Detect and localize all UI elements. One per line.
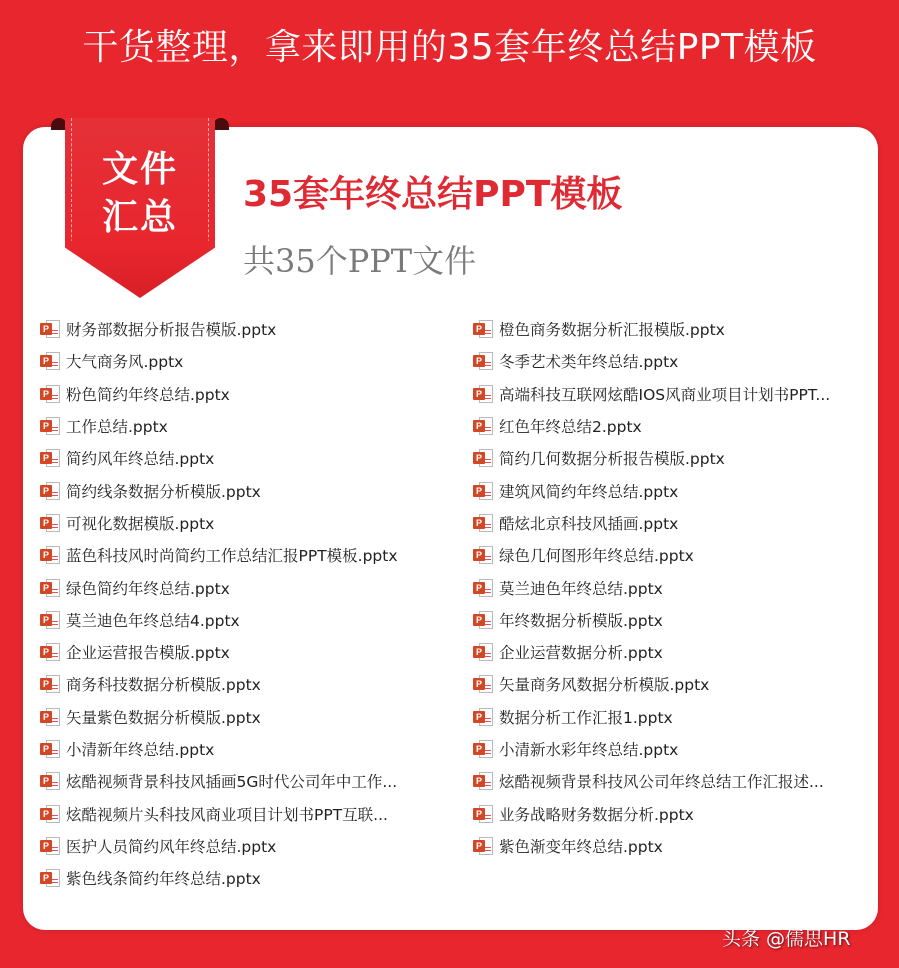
file-list-item[interactable] <box>473 507 830 539</box>
ribbon-label-line1: 文件 <box>101 149 178 190</box>
ribbon-label <box>65 146 215 242</box>
file-name: 大气商务风.pptx <box>66 353 184 372</box>
file-list-item[interactable] <box>40 733 398 765</box>
powerpoint-file-icon: P <box>473 707 495 727</box>
powerpoint-file-icon: P <box>40 319 62 339</box>
file-list-item[interactable] <box>473 313 830 345</box>
powerpoint-file-icon: P <box>473 384 495 404</box>
powerpoint-file-icon: P <box>473 771 495 791</box>
file-list-item[interactable] <box>473 378 830 410</box>
file-list-item[interactable] <box>40 313 398 345</box>
file-name: 莫兰迪色年终总结.pptx <box>499 579 663 598</box>
powerpoint-file-icon: P <box>473 836 495 856</box>
powerpoint-file-icon: P <box>40 836 62 856</box>
powerpoint-file-icon: P <box>40 642 62 662</box>
file-list-item[interactable] <box>40 571 398 603</box>
powerpoint-file-icon: P <box>473 739 495 759</box>
powerpoint-file-icon: P <box>40 771 62 791</box>
file-list-item[interactable] <box>473 636 830 668</box>
file-name: 商务科技数据分析模版.pptx <box>66 676 261 695</box>
file-name: 企业运营数据分析.pptx <box>499 644 663 663</box>
file-name: 业务战略财务数据分析.pptx <box>499 805 694 824</box>
file-list-item[interactable] <box>473 701 830 733</box>
powerpoint-file-icon: P <box>40 868 62 888</box>
file-name: 可视化数据模版.pptx <box>66 514 215 533</box>
file-list-item[interactable] <box>40 604 398 636</box>
powerpoint-file-icon: P <box>473 642 495 662</box>
powerpoint-file-icon: P <box>473 351 495 371</box>
powerpoint-file-icon: P <box>40 739 62 759</box>
banner-title: 干货整理，拿来即用的35套年终总结PPT模板 <box>82 27 817 68</box>
file-list-left <box>40 313 398 894</box>
file-name: 紫色线条简约年终总结.pptx <box>66 870 261 889</box>
page-subtitle: 共35个PPT文件 <box>243 242 477 280</box>
ribbon-fold-left <box>51 118 67 130</box>
file-list-item[interactable] <box>473 830 830 862</box>
powerpoint-file-icon: P <box>40 804 62 824</box>
file-name: 小清新水彩年终总结.pptx <box>499 741 679 759</box>
file-list-item[interactable] <box>40 442 398 474</box>
file-name: 绿色几何图形年终总结.pptx <box>499 547 694 566</box>
file-list-item[interactable] <box>473 474 830 506</box>
powerpoint-file-icon: P <box>40 674 62 694</box>
powerpoint-file-icon: P <box>473 674 495 694</box>
file-list-item[interactable] <box>473 668 830 700</box>
powerpoint-file-icon: P <box>473 545 495 565</box>
file-list-right <box>473 313 830 862</box>
file-list-item[interactable] <box>473 604 830 636</box>
powerpoint-file-icon: P <box>473 578 495 598</box>
file-name: 绿色简约年终总结.pptx <box>66 579 230 598</box>
file-list-item[interactable] <box>473 410 830 442</box>
powerpoint-file-icon: P <box>473 513 495 533</box>
powerpoint-file-icon: P <box>40 481 62 501</box>
file-list-item[interactable] <box>40 668 398 700</box>
file-list-item[interactable] <box>473 539 830 571</box>
powerpoint-file-icon: P <box>473 416 495 436</box>
file-list-item[interactable] <box>473 345 830 377</box>
file-list-item[interactable] <box>40 797 398 829</box>
file-list-item[interactable] <box>473 765 830 797</box>
file-list-item[interactable] <box>473 571 830 603</box>
powerpoint-file-icon: P <box>40 578 62 598</box>
watermark: 头条 @儒思HR <box>722 928 851 950</box>
file-list-item[interactable] <box>40 701 398 733</box>
powerpoint-file-icon: P <box>473 481 495 501</box>
file-name: 炫酷视频片头科技风商业项目计划书PPT互联... <box>66 805 388 824</box>
file-name: 酷炫北京科技风插画.pptx <box>499 514 679 533</box>
ribbon-fold-right <box>213 118 229 130</box>
file-name: 数据分析工作汇报1.pptx <box>499 708 673 727</box>
powerpoint-file-icon: P <box>40 416 62 436</box>
file-list-item[interactable] <box>40 765 398 797</box>
powerpoint-file-icon: P <box>40 351 62 371</box>
file-name: 高端科技互联网炫酷IOS风商业项目计划书PPT... <box>499 385 831 404</box>
file-name: 红色年终总结2.pptx <box>499 418 642 437</box>
file-name: 医护人员简约风年终总结.pptx <box>66 837 277 856</box>
powerpoint-file-icon: P <box>40 448 62 468</box>
file-list-item[interactable] <box>40 507 398 539</box>
file-list-item[interactable] <box>473 797 830 829</box>
powerpoint-file-icon: P <box>40 513 62 533</box>
ribbon-label-line2: 汇总 <box>101 197 178 238</box>
file-list-item[interactable] <box>40 345 398 377</box>
powerpoint-file-icon: P <box>473 610 495 630</box>
file-list-item[interactable] <box>40 474 398 506</box>
file-name: 建筑风简约年终总结.pptx <box>499 482 679 501</box>
file-name: 粉色简约年终总结.pptx <box>66 385 230 404</box>
file-list-item[interactable] <box>40 862 398 894</box>
powerpoint-file-icon: P <box>40 545 62 565</box>
file-name: 企业运营报告模版.pptx <box>66 644 230 663</box>
file-name: 莫兰迪色年终总结4.pptx <box>66 611 240 630</box>
file-name: 橙色商务数据分析汇报模版.pptx <box>499 321 725 340</box>
file-name: 冬季艺术类年终总结.pptx <box>499 353 679 372</box>
file-name: 炫酷视频背景科技风公司年终总结工作汇报述... <box>499 773 824 792</box>
file-name: 年终数据分析模版.pptx <box>499 611 663 630</box>
file-list-item[interactable] <box>40 539 398 571</box>
powerpoint-file-icon: P <box>473 319 495 339</box>
file-list-item[interactable] <box>40 830 398 862</box>
file-name: 简约线条数据分析模版.pptx <box>66 482 261 501</box>
file-name: 财务部数据分析报告模版.pptx <box>66 321 277 340</box>
file-list-item[interactable] <box>40 410 398 442</box>
file-name: 矢量商务风数据分析模版.pptx <box>499 676 710 695</box>
file-name: 工作总结.pptx <box>66 418 168 437</box>
powerpoint-file-icon: P <box>40 610 62 630</box>
file-list-item[interactable] <box>40 378 398 410</box>
powerpoint-file-icon: P <box>40 384 62 404</box>
powerpoint-file-icon: P <box>473 448 495 468</box>
file-name: 矢量紫色数据分析模版.pptx <box>66 708 261 727</box>
page-title: 35套年终总结PPT模板 <box>243 174 623 215</box>
file-list-item[interactable] <box>473 442 830 474</box>
file-name: 炫酷视频背景科技风插画5G时代公司年中工作... <box>66 773 398 792</box>
file-name: 简约几何数据分析报告模版.pptx <box>499 450 725 469</box>
powerpoint-file-icon: P <box>473 804 495 824</box>
file-list-item[interactable] <box>40 636 398 668</box>
file-name: 简约风年终总结.pptx <box>66 450 215 469</box>
file-name: 紫色渐变年终总结.pptx <box>499 837 663 856</box>
file-name: 小清新年终总结.pptx <box>66 741 215 759</box>
file-list-item[interactable] <box>473 733 830 765</box>
file-name: 蓝色科技风时尚简约工作总结汇报PPT模板.pptx <box>66 547 398 566</box>
powerpoint-file-icon: P <box>40 707 62 727</box>
